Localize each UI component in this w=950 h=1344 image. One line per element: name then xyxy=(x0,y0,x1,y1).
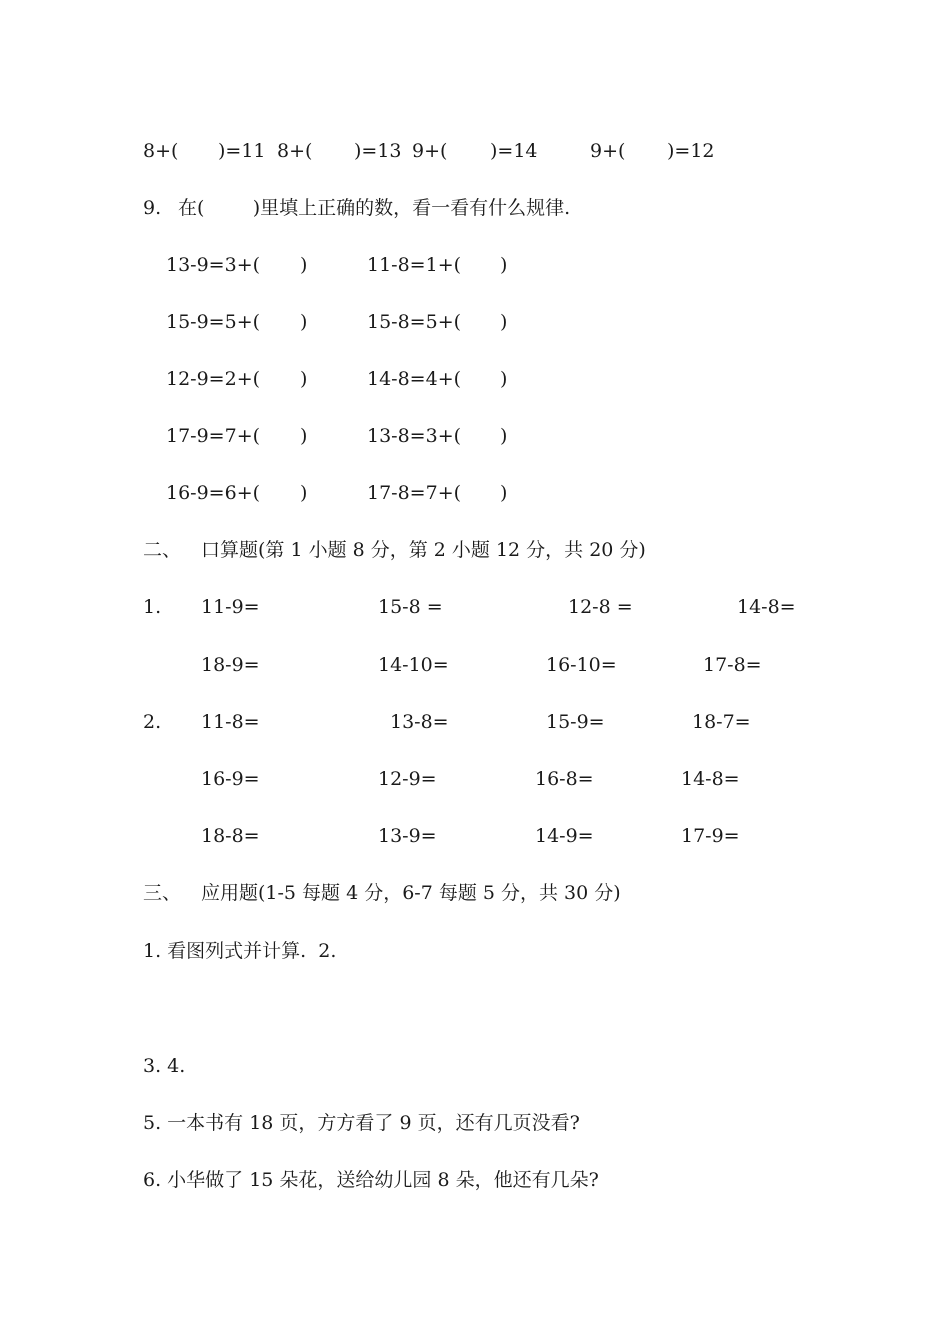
q9-instruction: 在( )里填上正确的数，看一看有什么规律. xyxy=(178,197,571,219)
q9-right-eq: 14-8=4+( xyxy=(367,368,462,390)
mental-math-item: 14-8= xyxy=(737,596,796,618)
mental-math-item: 16-8= xyxy=(535,768,594,790)
top-eq-2-left: 8+( xyxy=(277,140,313,162)
q9-left-eq: 12-9=2+( xyxy=(166,368,261,390)
q9-right-close: ) xyxy=(500,311,508,333)
q9-right-close: ) xyxy=(500,368,508,390)
q9-left-eq: 16-9=6+( xyxy=(166,482,261,504)
mental-math-item: 16-9= xyxy=(201,768,260,790)
q9-right-eq: 13-8=3+( xyxy=(367,425,462,447)
mental-math-item: 14-9= xyxy=(535,825,594,847)
top-eq-3-right: )=14 xyxy=(490,140,538,162)
s3-question-3-4: 3. 4. xyxy=(143,1055,186,1077)
mental-math-item: 11-8= xyxy=(201,711,260,733)
q9-right-close: ) xyxy=(500,482,508,504)
q9-left-close: ) xyxy=(300,425,308,447)
q9-left-close: ) xyxy=(300,482,308,504)
s3-question-6: 6. 小华做了 15 朵花，送给幼儿园 8 朵，他还有几朵? xyxy=(143,1169,599,1191)
mental-math-item: 18-8= xyxy=(201,825,260,847)
top-eq-4-right: )=12 xyxy=(667,140,715,162)
top-eq-3-left: 9+( xyxy=(412,140,448,162)
q9-right-close: ) xyxy=(500,254,508,276)
top-eq-1-right: )=11 xyxy=(218,140,266,162)
s3-question-5: 5. 一本书有 18 页，方方看了 9 页，还有几页没看? xyxy=(143,1112,580,1134)
s2-item2-number: 2. xyxy=(143,711,162,733)
q9-left-close: ) xyxy=(300,368,308,390)
mental-math-item: 12-8 = xyxy=(568,596,633,618)
mental-math-item: 11-9= xyxy=(201,596,260,618)
mental-math-item: 18-9= xyxy=(201,654,260,676)
mental-math-item: 18-7= xyxy=(692,711,751,733)
mental-math-item: 14-8= xyxy=(681,768,740,790)
q9-number: 9. xyxy=(143,197,162,219)
mental-math-item: 15-9= xyxy=(546,711,605,733)
top-eq-4-left: 9+( xyxy=(590,140,626,162)
q9-right-eq: 17-8=7+( xyxy=(367,482,462,504)
q9-left-close: ) xyxy=(300,254,308,276)
mental-math-item: 17-8= xyxy=(703,654,762,676)
s2-item1-number: 1. xyxy=(143,596,162,618)
top-eq-1-left: 8+( xyxy=(143,140,179,162)
mental-math-item: 15-8 = xyxy=(378,596,443,618)
mental-math-item: 13-8= xyxy=(390,711,449,733)
top-eq-2-right: )=13 xyxy=(354,140,402,162)
section2-number: 二、 xyxy=(143,539,182,561)
mental-math-item: 14-10= xyxy=(378,654,449,676)
s3-question-1-2: 1. 看图列式并计算. 2. xyxy=(143,940,337,962)
section3-number: 三、 xyxy=(143,882,182,904)
q9-right-close: ) xyxy=(500,425,508,447)
mental-math-item: 13-9= xyxy=(378,825,437,847)
q9-left-eq: 17-9=7+( xyxy=(166,425,261,447)
q9-left-eq: 13-9=3+( xyxy=(166,254,261,276)
section3-title: 应用题(1-5 每题 4 分，6-7 每题 5 分，共 30 分) xyxy=(201,882,621,904)
q9-left-close: ) xyxy=(300,311,308,333)
q9-left-eq: 15-9=5+( xyxy=(166,311,261,333)
mental-math-item: 12-9= xyxy=(378,768,437,790)
mental-math-item: 16-10= xyxy=(546,654,617,676)
section2-title: 口算题(第 1 小题 8 分，第 2 小题 12 分，共 20 分) xyxy=(201,539,646,561)
q9-right-eq: 15-8=5+( xyxy=(367,311,462,333)
q9-right-eq: 11-8=1+( xyxy=(367,254,462,276)
mental-math-item: 17-9= xyxy=(681,825,740,847)
